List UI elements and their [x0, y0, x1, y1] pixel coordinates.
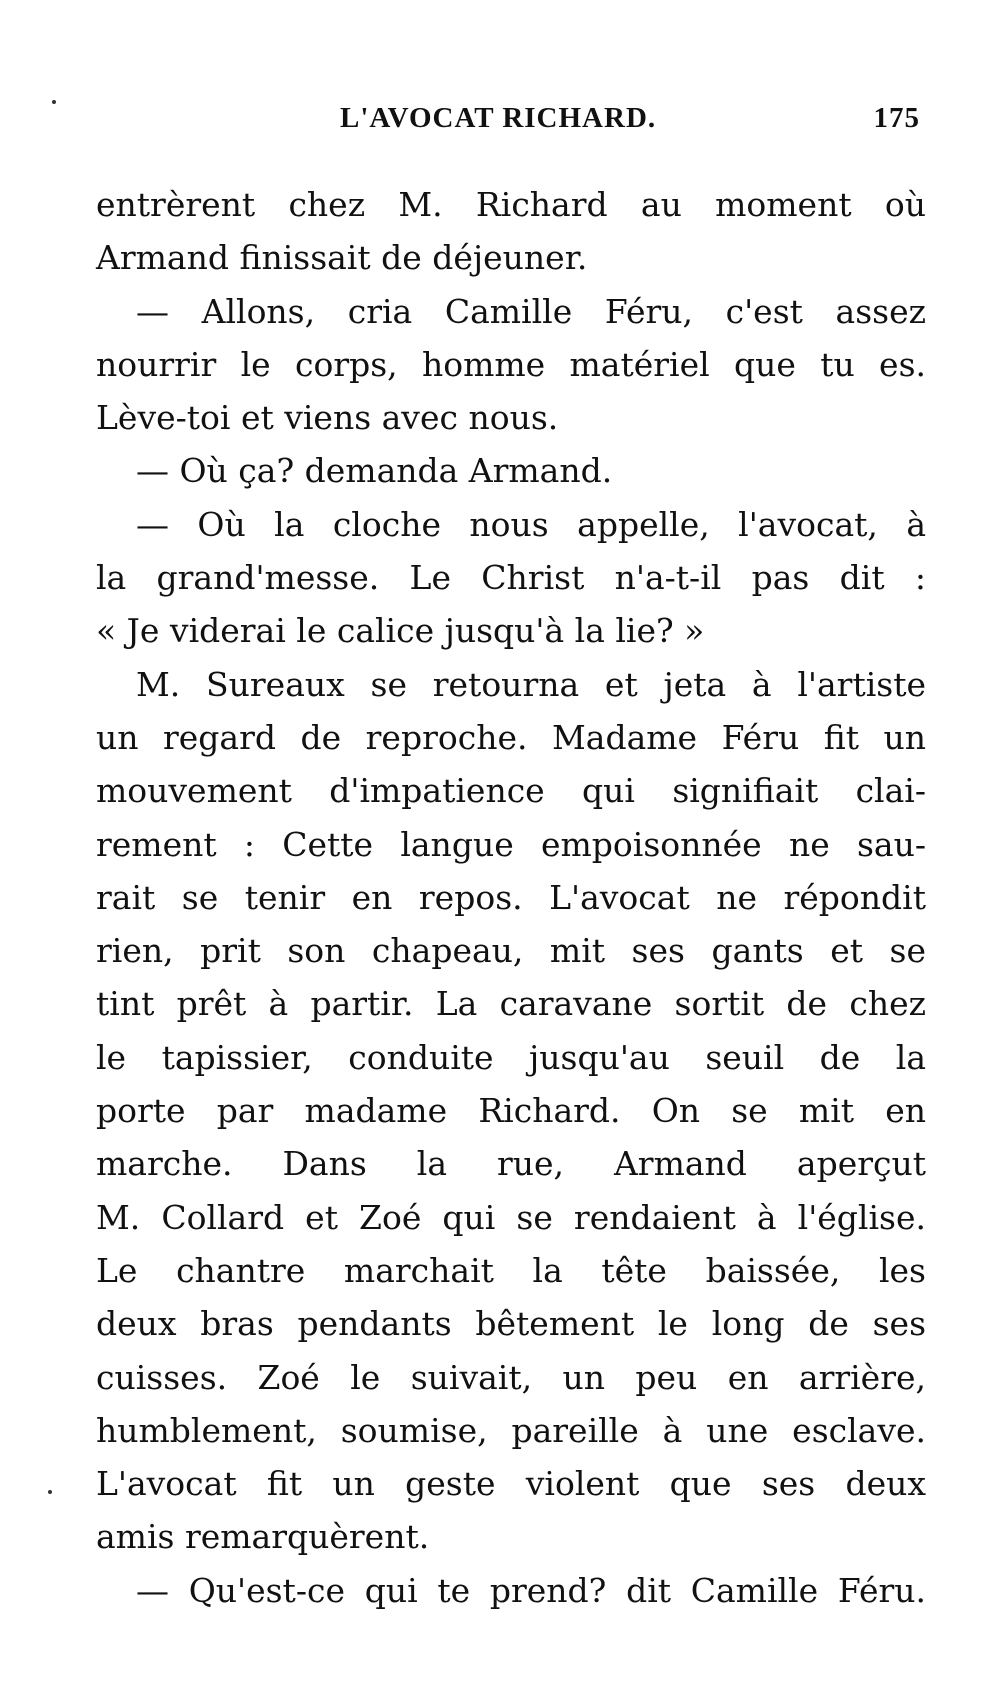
text-line: porte par madame Richard. On se mit en — [96, 1091, 926, 1131]
text-line: — Où la cloche nous appelle, l'avocat, à — [136, 504, 926, 544]
text-line: — Qu'est-ce qui te prend? dit Camille Féru. — [136, 1570, 926, 1610]
text-line: « Je viderai le calice jusqu'à la lie? » — [96, 611, 705, 651]
text-line: M. Sureaux se retourna et jeta à l'artiste — [136, 664, 926, 704]
text-line: deux bras pendants bêtement le long de ses — [96, 1304, 926, 1344]
text-line: — Allons, cria Camille Féru, c'est assez — [136, 291, 926, 331]
text-line: Le chantre marchait la tête baissée, les — [96, 1250, 926, 1290]
text-line: rait se tenir en repos. L'avocat ne répondit — [96, 877, 926, 917]
text-line: rien, prit son chapeau, mit ses gants et se — [96, 931, 926, 971]
text-line: entrèrent chez M. Richard au moment où — [96, 185, 926, 224]
text-line: cuisses. Zoé le suivait, un peu en arrière, — [96, 1357, 926, 1397]
body-text — [96, 178, 926, 1617]
text-line: un regard de reproche. Madame Féru fit un — [96, 717, 926, 757]
text-line: tint prêt à partir. La caravane sortit de chez — [96, 984, 926, 1024]
text-line: — Où ça? demanda Armand. — [136, 451, 613, 491]
text-line: M. Collard et Zoé qui se rendaient à l'église. — [96, 1197, 926, 1237]
text-line: Armand finissait de déjeuner. — [96, 238, 588, 278]
text-line: humblement, soumise, pareille à une esclave. — [96, 1410, 926, 1450]
text-line: Lève-toi et viens avec nous. — [96, 398, 559, 438]
running-head — [100, 102, 920, 142]
ink-speck — [48, 1490, 52, 1494]
text-line: la grand'messe. Le Christ n'a-t-il pas dit : — [96, 558, 926, 598]
page-number: 175 — [873, 102, 920, 134]
text-line: marche. Dans la rue, Armand aperçut — [96, 1144, 926, 1184]
text-line: le tapissier, conduite jusqu'au seuil de la — [96, 1037, 926, 1077]
text-line: amis remarquèrent. — [96, 1517, 430, 1557]
text-line: mouvement d'impatience qui signifiait clai- — [96, 771, 926, 811]
running-title: L'AVOCAT RICHARD. — [340, 102, 657, 134]
text-line: rement : Cette langue empoisonnée ne sau- — [96, 824, 926, 864]
text-line: nourrir le corps, homme matériel que tu es. — [96, 344, 926, 384]
text-line: L'avocat fit un geste violent que ses deux — [96, 1464, 926, 1504]
ink-speck — [52, 100, 56, 104]
